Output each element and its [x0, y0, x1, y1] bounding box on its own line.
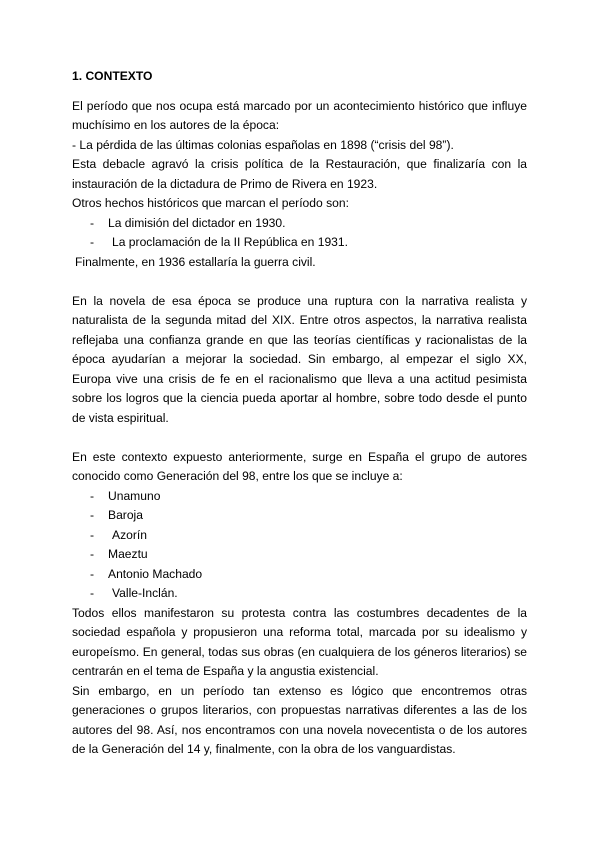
- intro-paragraph: El período que nos ocupa está marcado por un acontecimiento histórico que influye muchísimo en los autores de la época:: [72, 98, 527, 132]
- authors-list: [72, 487, 527, 604]
- spacer: [72, 272, 527, 292]
- document-page: [72, 67, 527, 760]
- protest-paragraph: Todos ellos manifestaron su protesta contra las costumbres decadentes de la sociedad española y propusieron una reforma total, marcada por su idealismo y europeísmo. En general, todas sus obras (en cualquiera de los géneros literarios) se centrarán en el tema de España y la angustia existencial.: [72, 605, 527, 678]
- author-1: Unamuno: [108, 488, 161, 503]
- list-item: [72, 565, 527, 585]
- generation-intro: En este contexto expuesto anteriormente, surge en España el grupo de autores conocido como Generación del 98, entre los que se incluye a:: [72, 449, 527, 483]
- event-1: La dimisión del dictador en 1930.: [108, 215, 286, 230]
- civil-war-line: Finalmente, en 1936 estallaría la guerra civil.: [75, 254, 316, 269]
- author-6: Valle-Inclán.: [112, 586, 178, 600]
- author-3: Azorín: [112, 527, 147, 542]
- author-5: Antonio Machado: [108, 566, 203, 581]
- section-heading: 1. CONTEXTO: [72, 69, 153, 83]
- colonies-item: - La pérdida de las últimas colonias españolas en 1898 (“crisis del 98”).: [72, 137, 454, 152]
- spacer: [72, 428, 527, 448]
- list-item: [72, 584, 527, 604]
- list-item: [72, 506, 527, 526]
- list-item: [72, 487, 527, 507]
- author-2: Baroja: [108, 508, 143, 522]
- event-2: La proclamación de la II República en 1931.: [112, 235, 348, 249]
- other-events-intro: Otros hechos históricos que marcan el período son:: [72, 196, 349, 210]
- author-4: Maeztu: [108, 547, 148, 561]
- list-item: [72, 526, 527, 546]
- debacle-paragraph: Esta debacle agravó la crisis política de la Restauración, que finalizaría con la instauración de la dictadura de Primo de Rivera en 1923.: [72, 157, 527, 191]
- list-item: [72, 214, 527, 234]
- list-item: [72, 545, 527, 565]
- other-groups-paragraph: Sin embargo, en un período tan extenso es lógico que encontremos otras generaciones o grupos literarios, con propuestas narrativas diferentes a las de los autores del 98. Así, nos encontramos con una novela novecentista o de los autores de la Generación del 14 y, finalmente, con la obra de los vanguardistas.: [72, 683, 527, 756]
- events-list: [72, 214, 527, 253]
- novel-paragraph: En la novela de esa época se produce una ruptura con la narrativa realista y naturalista de la segunda mitad del XIX. Entre otros aspectos, la narrativa realista reflejaba una confianza grande en que las teorías científicas y racionalistas de la época ayudarían a mejorar la sociedad. Sin embargo, al empezar el siglo XX, Europa vive una crisis de fe en el racionalismo que lleva a una actitud pesimista sobre los logros que la ciencia pueda aportar al hombre, sobre todo desde el punto de vista espiritual.: [72, 293, 527, 425]
- list-item: [72, 233, 527, 253]
